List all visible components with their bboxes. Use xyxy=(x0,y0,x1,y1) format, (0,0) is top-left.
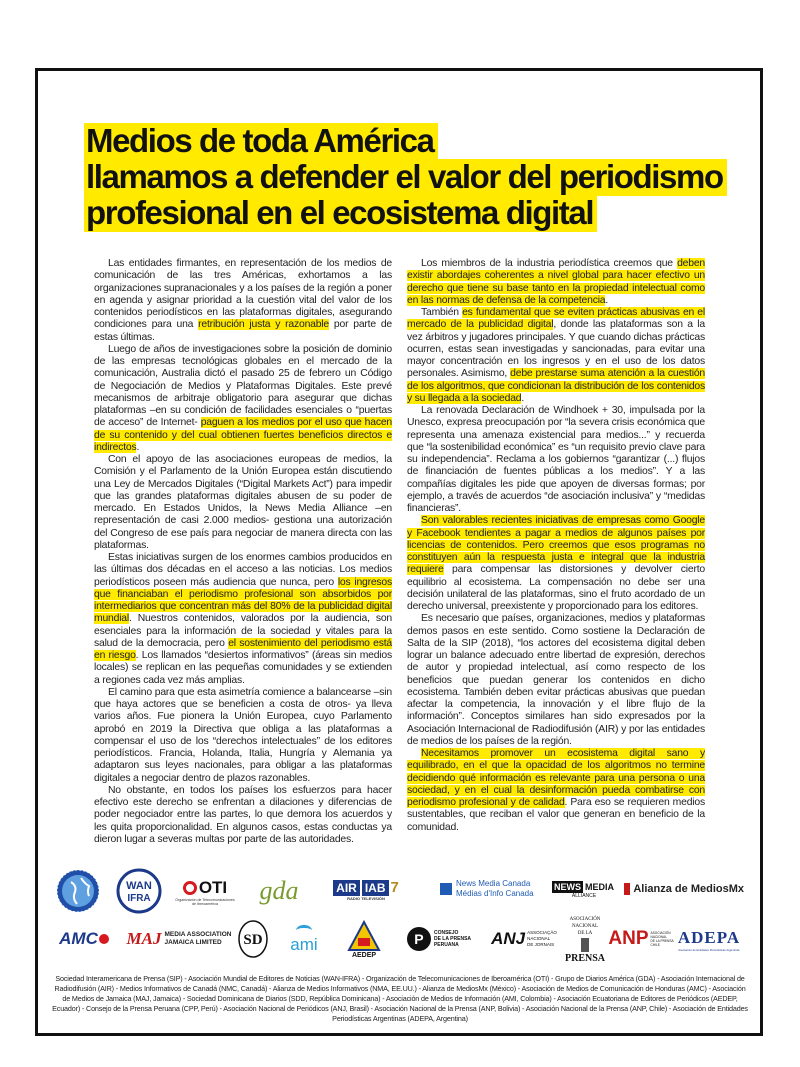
adepa-logo xyxy=(672,924,746,956)
highlighted-text: los ingresos que financiaban el periodismo profesional son absorbidos por intermediarios que concentran más del 80% de la publicidad digital mundial xyxy=(94,576,393,625)
text-segment: El camino para que esta asimetría comience a balancearse –sin que haya actores que se beneficien a costa de otros- ya lleva varios años. Fue pionera la Unión Europea, cuyo Parlamento aprobó en 2019 la Directiva que obliga a las plataformas a compensar el uso de los “derechos intelectuales” de los editores periodísticos. Francia, Holanda, Italia, Hungría y Alemania ya adaptaron sus leyes nacionales, para obligar a las plataformas digitales a negociar dentro de plazos razonables. xyxy=(94,686,392,784)
headline-line-2: llamamos a defender el valor del periodismo xyxy=(84,159,727,196)
anj-sub-line-1: ASSOCIAÇÃO xyxy=(527,930,557,935)
anp-bolivia-line-1: ASOCIACIÓN xyxy=(569,917,601,922)
nmc-french-name: Médias d'Info Canada xyxy=(456,889,534,898)
maj-logo xyxy=(124,924,234,954)
text-segment: Los miembros de la industria periodística creemos que xyxy=(421,258,678,269)
ami-waves-icon xyxy=(296,925,312,936)
headline-line-3: profesional en el ecosistema digital xyxy=(84,195,597,232)
cpp-line-3: PERUANA xyxy=(433,942,459,948)
text-segment: Es necesario que países, organizaciones, medios y plataformas demos pasos en este sentido. Como sostiene la Declaración de Salta de la SIP (2018), “los actores del ecosistema digital deben lograr un balance adecuado entre libertad de expresión, derechos de autor y propiedad intelectual, así como respecto de los beneficios que puedan generar los contenidos en dicho ecosistema. También deben evitar prácticas abusivas que puedan afectar la competencia, la innovación y el libre flujo de la información”. Conceptos similares han sido expresados por la Asociación Internacional de Radiodifusión (AIR) y por las entidades de medios de los países de la región. xyxy=(407,613,705,747)
text-segment: por parte de estas últimas. xyxy=(94,319,392,343)
paragraph xyxy=(94,454,392,552)
highlighted-text: paguen a los medios por el uso que hacen de su contenido y del cual obtienen fuertes beneficios directos e indirectos xyxy=(94,417,392,453)
text-segment: . Los llamados “desiertos informativos” (áreas sin medios locales) se replican en las pequeñas comunidades y se extienden a regiones cada vez más amplias. xyxy=(94,650,392,686)
text-segment: . Nuestros contenidos, valorados por la audiencia, son esenciales para la información de la sociedad y vitales para la salud de la democracia, pero xyxy=(94,613,392,649)
anp-bolivia-tower-icon xyxy=(581,938,589,952)
alianza-bars-icon xyxy=(624,883,630,895)
wan-ifra-circle-icon xyxy=(114,868,164,914)
text-segment: para compensar las distorsiones y devolver cierto equilibrio al ecosistema. La compensación no debe ser una decisión unilateral de las plataformas, sino el fruto acordado de un derecho universal, preexistente y proporcionado para los editores. xyxy=(407,564,705,612)
cpp-logo xyxy=(396,922,482,956)
anp-chile-logo xyxy=(608,920,674,958)
sdd-logo xyxy=(236,918,270,960)
iab-text: IAB xyxy=(362,880,389,896)
maj-name-line-1: MEDIA ASSOCIATION xyxy=(164,931,232,938)
nmc-square-icon xyxy=(440,883,452,895)
maj-text: MAJ xyxy=(126,929,162,948)
anp-chile-sub-3: DE LA PRENSA xyxy=(650,939,674,943)
text-segment: Luego de años de investigaciones sobre la posición de dominio de las empresas tecnológicas globales en el mercado de la comunicación, Australia dictó el pasado 25 de febrero un Código de Negociación de Medios y Plataformas Digitales. Este prevé mecanismos de arbitraje obligatorio para asegurar que dichas plataformas –en su condición de facilidades esenciales o “puertas de acceso” de Internet- xyxy=(94,343,392,429)
body-columns xyxy=(94,258,704,846)
anp-bolivia-line-3: DE LA xyxy=(577,931,593,936)
ami-logo xyxy=(282,920,326,958)
nma-word-alliance: ALLIANCE xyxy=(571,893,597,899)
sdd-emblem-icon xyxy=(237,919,269,959)
oti-subtitle: Organización de Telecomunicaciones de Iberoamérica xyxy=(175,898,235,906)
air-anniversary-icon: 7 xyxy=(390,878,399,896)
paragraph xyxy=(94,785,392,846)
signatories-list: Sociedad Interamericana de Prensa (SIP) - Asociación Mundial de Editores de Noticias (WAN-IFRA) - Organización de Telecomunicaciones de Iberoamérica (OTI) - Grupo de Diarios América (GDA) - Asociación Internacional de Radiodifusión (AIR) - Medios Informativos de Canadá (NMC, Canadá) - Alianza de Medios Informativos (NMA, EE.UU.) - Alianza de MediosMx (México) - Asociación de Medios de Comunicación de Honduras (AMC) - Asociación de Medios de Jamaica (MAJ, Jamaica) - Sociedad Dominicana de Diarios (SDD, República Dominicana) - Asociación de Medios de Información (AMI, Colombia) - Asociación Ecuatoriana de Editores de Periódicos (AEDEP, Ecuador) - Consejo de la Prensa Peruana (CPP, Perú) - Asociación Nacional de Periódicos (ANJ, Brasil) - Asociación Nacional de la Prensa (ANP, Bolivia) - Asociación Nacional de la Prensa (ANP, Chile) - Asociación de Entidades Periodísticas Argentinas (ADEPA, Argentina) xyxy=(52,974,748,1023)
alianza-medios-mx-logo xyxy=(624,876,744,902)
anj-logo xyxy=(484,926,564,952)
highlighted-text: retribución justa y razonable xyxy=(198,319,329,331)
news-media-alliance-logo xyxy=(554,872,614,908)
cpp-line-2: DE LA PRENSA xyxy=(433,936,472,942)
aedep-logo xyxy=(342,916,386,962)
text-segment: . Para eso se requieren medios sustentables, que reciban el valor que generan en beneficio de la comunidad. xyxy=(407,797,705,833)
svg-text:WAN: WAN xyxy=(126,880,152,892)
ami-text: ami xyxy=(290,934,318,954)
wan-ifra-logo xyxy=(114,868,164,914)
air-subtitle: RADIO TELEVISIÓN xyxy=(347,895,385,901)
maj-name-line-2: JAMAICA LIMITED xyxy=(164,939,222,946)
amc-swoosh-icon xyxy=(99,934,109,944)
alianza-mx-text: Mx xyxy=(728,883,744,895)
right-column xyxy=(407,258,705,834)
paragraph xyxy=(407,405,705,515)
anj-sub-line-2: NACIONAL xyxy=(527,936,551,941)
text-segment: . xyxy=(521,392,525,404)
highlighted-text: debe prestarse suma atención a la cuestión de los algoritmos, que condicionan la distribución de los contenidos y su llegada a la sociedad xyxy=(407,368,705,404)
gda-text: gda xyxy=(259,876,299,905)
paragraph xyxy=(94,258,392,344)
text-segment: . xyxy=(136,441,140,453)
gda-logo xyxy=(252,874,306,908)
anp-chile-sub-4: CHILE xyxy=(650,943,660,947)
anp-chile-sub-2: NACIONAL xyxy=(650,935,667,939)
cpp-p-icon: P xyxy=(407,927,431,951)
alianza-text: Alianza de Medios xyxy=(633,883,729,895)
paragraph xyxy=(407,613,705,748)
sdd-text: SD xyxy=(243,932,263,948)
adepa-text: ADEPA xyxy=(677,928,741,947)
oti-ring-icon xyxy=(183,881,197,895)
anp-chile-sub-1: ASOCIACIÓN xyxy=(650,931,671,935)
amc-logo xyxy=(54,924,114,954)
paragraph xyxy=(407,515,705,613)
text-segment: La renovada Declaración de Windhoek + 30, impulsada por la Unesco, expresa preocupación por “la severa crisis económica que representa una amenaza existencial para medios...” y recuerda que “la sostenibilidad económica” es “un requisito previo clave para su independencia”. Reclama a los gobiernos “garantizar (...) flujos de financiación de fuentes públicas a los medios”. Y a las compañías digitales les pide que apoyen de diversas formas; por ejemplo, a través de acuerdos “de asociación inclusiva” y “medidas financieras”. xyxy=(407,405,705,514)
air-iab-logo xyxy=(326,874,406,906)
amc-text: AMC xyxy=(59,929,98,948)
nma-word-media: MEDIA xyxy=(585,882,614,892)
highlighted-text: el sostenimiento del periodismo está en riesgo xyxy=(94,637,392,661)
nmc-english-name: News Media Canada xyxy=(456,879,531,888)
anp-bolivia-line-4: PRENSA xyxy=(564,953,605,964)
anp-chile-text: ANP xyxy=(608,928,649,949)
text-segment: Con el apoyo de las asociaciones europeas de medios, la Comisión y el Parlamento de la Unión Europea están discutiendo una Ley de Mercados Digitales (“Digital Markets Act”) para impedir que las grandes plataformas digitales abusen de su poder de mercado. En Estados Unidos, la News Media Alliance –en representación de casi 2.000 medios- gestiona una autorización del Congreso de ese país para negociar de manera directa con las plataformas. xyxy=(94,454,392,551)
text-segment: No obstante, en todos los países los esfuerzos para hacer efectivo este derecho se enfrentan a dilaciones y diferencias de poder negociador entre las partes, lo que demora los acuerdos y les quita proporcionalidad. En algunos casos, estas conductas ya dieron lugar a severas multas por parte de las autoridades. xyxy=(94,784,392,845)
adepa-subtitle: Asociación de Entidades Periodísticas Argentinas xyxy=(678,948,740,952)
aedep-text: AEDEP xyxy=(351,951,377,959)
highlighted-text: Son valorables recientes iniciativas de empresas como Google y Facebook tendientes a pagar a medios de algunos países por licencias de contenidos. Pero creemos que esos programas no constituyen aún la respuesta justa e integral que la industria requiere xyxy=(407,515,705,576)
highlighted-text: es fundamental que se eviten prácticas abusivas en el mercado de la publicidad digital xyxy=(407,307,705,331)
oti-logo xyxy=(174,872,236,912)
paragraph xyxy=(407,307,705,405)
paragraph xyxy=(407,748,705,834)
sip-logo xyxy=(54,868,102,914)
text-segment: Estas iniciativas surgen de los enormes cambios producidos en las últimas dos décadas en el acceso a las noticias. Los medios periodísticos poseen más audiencia que nunca, pero xyxy=(94,552,392,588)
sip-globe-icon xyxy=(55,868,101,914)
paragraph xyxy=(407,258,705,307)
paragraph xyxy=(94,687,392,785)
news-media-canada-logo xyxy=(440,874,544,904)
left-column xyxy=(94,258,392,846)
anp-bolivia-line-2: NACIONAL xyxy=(571,924,599,929)
oti-text: OTI xyxy=(198,878,228,897)
text-segment: Las entidades firmantes, en representación de los medios de comunicación de las tres Américas, exhortamos a las organizaciones supranacionales y a los países de la región a poner en agenda y asignar prioridad a la cuestión vital del valor de los contenidos periodísticos en las plataformas digitales, asegurando condiciones para una xyxy=(94,258,392,331)
headline-line-1: Medios de toda América xyxy=(84,123,438,160)
anj-sub-line-3: DE JORNAIS xyxy=(527,942,555,947)
text-segment: , donde las plataformas son a la vez árbitros y jugadores principales. Y que cuando dichas prácticas ocurren, estas sean investigadas y sancionadas, para evitar una mayor concentración en los ingresos y en el uso de los datos personales. Asimismo, xyxy=(407,319,705,380)
anp-bolivia-logo xyxy=(564,912,606,968)
paragraph xyxy=(94,552,392,687)
nma-word-news: NEWS xyxy=(554,882,581,892)
highlighted-text: Necesitamos promover un ecosistema digital sano y equilibrado, en el que la opacidad de los algoritmos no termine decidiendo qué información es relevante para una persona o una sociedad, y en el cual la desinformación pueda combatirse con periodismo profesional y de calidad xyxy=(407,748,705,808)
aedep-emblem-icon xyxy=(347,920,381,952)
paragraph xyxy=(94,344,392,454)
air-text: AIR xyxy=(333,880,360,896)
headline xyxy=(84,123,734,231)
signatory-logos xyxy=(50,866,750,972)
highlighted-text: deben existir abordajes coherentes a nivel global para hacer efectivo un derecho que tiene su base tanto en la propiedad intelectual como en las normas de defensa de la competencia xyxy=(407,258,705,306)
svg-text:IFRA: IFRA xyxy=(127,893,151,904)
text-segment: También xyxy=(421,307,463,318)
cpp-line-1: CONSEJO xyxy=(433,930,459,936)
anj-text: ANJ xyxy=(491,929,526,948)
text-segment: . xyxy=(605,294,609,306)
